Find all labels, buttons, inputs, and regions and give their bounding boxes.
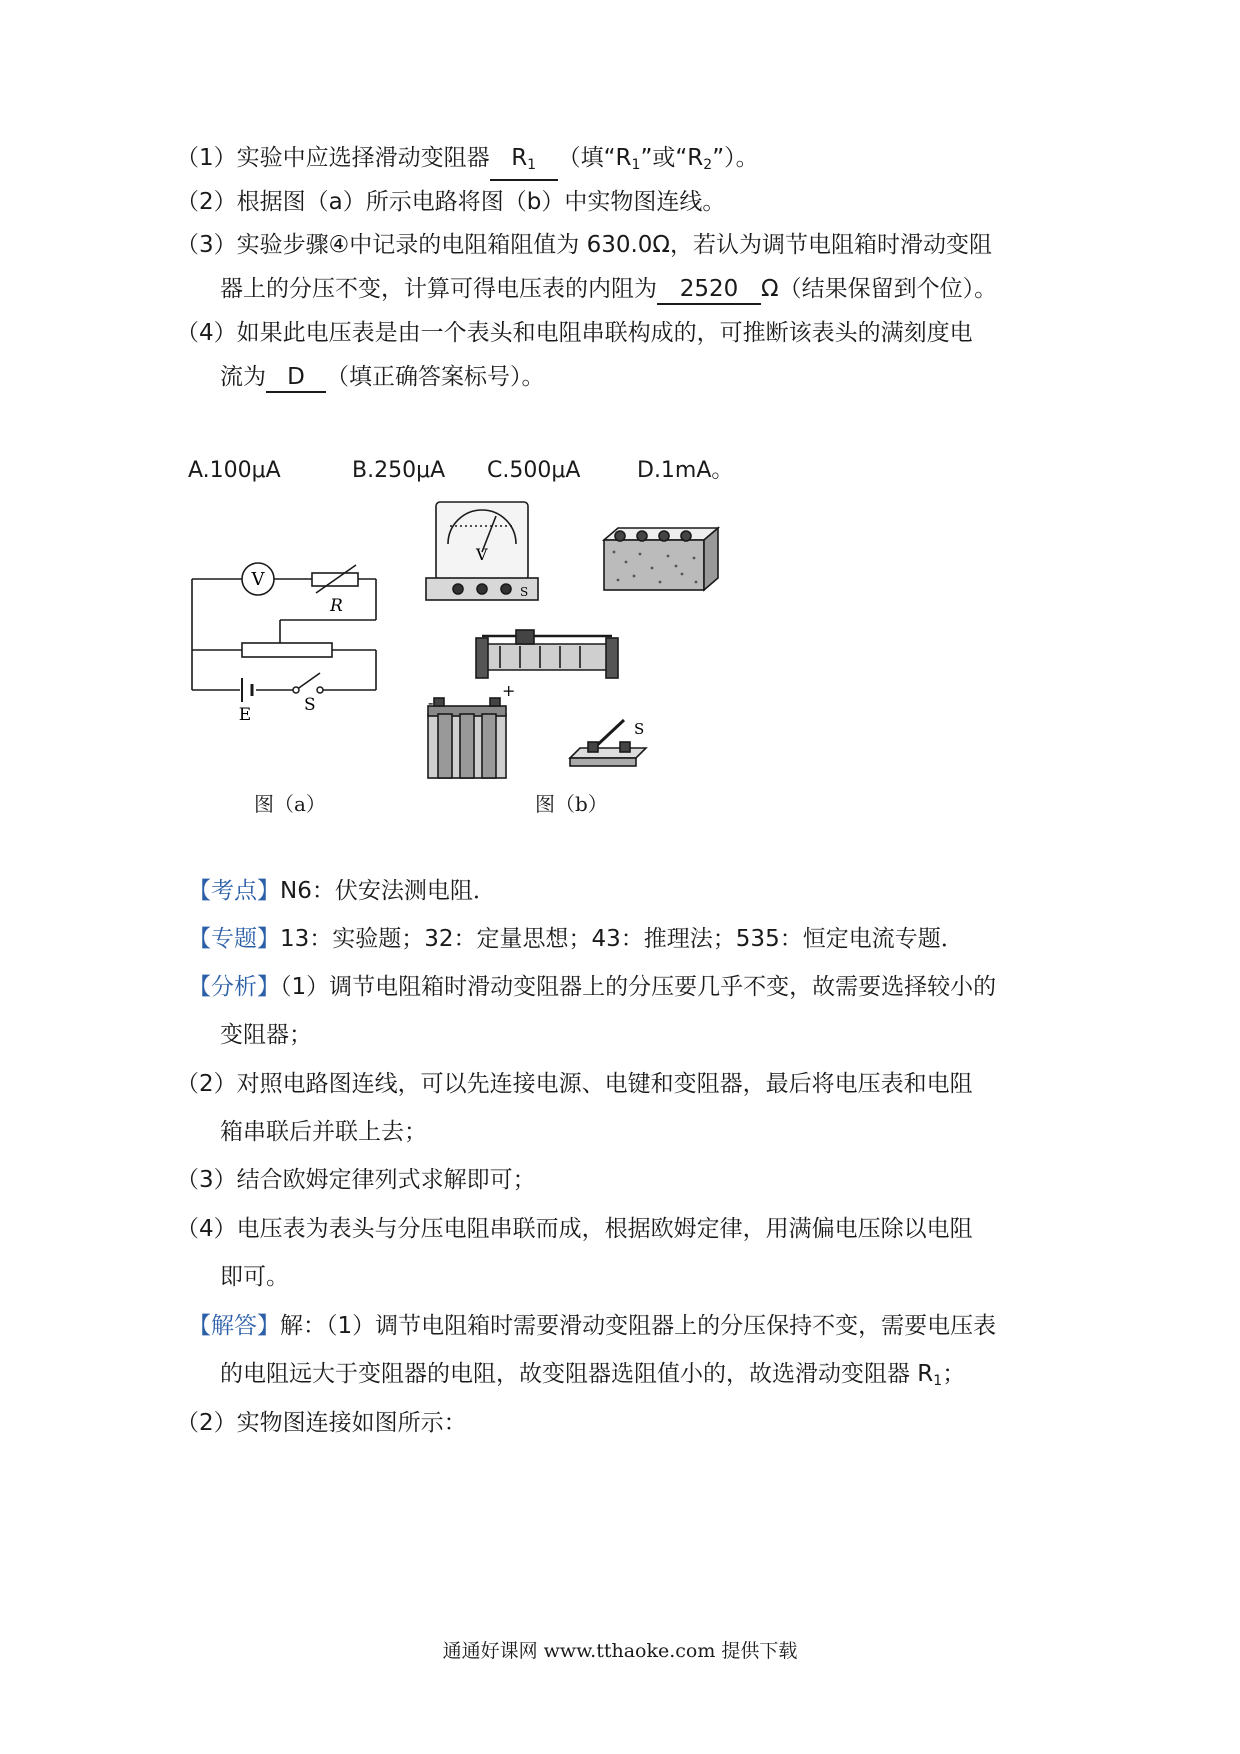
option-a: A.100μA (188, 458, 281, 483)
jieda-line-1: 【解答】解：（1）调节电阻箱时需要滑动变阻器上的分压保持不变，需要电压表 (188, 1313, 997, 1339)
q3-answer: 2520 (657, 275, 761, 305)
figure-a-circuit-diagram (180, 545, 390, 720)
voltmeter-device-label: V (476, 545, 488, 564)
question-4-line-1: （4）如果此电压表是由一个表头和电阻串联构成的，可推断该表头的满刻度电 (176, 320, 973, 346)
q1-answer: $R_1$ (490, 144, 558, 181)
battery-device-icon (428, 698, 506, 778)
fenxi-line-5: （3）结合欧姆定律列式求解即可； (176, 1167, 536, 1193)
figure-b-caption: 图（b） (535, 792, 608, 816)
fenxi-line-4: 箱串联后并联上去； (220, 1119, 427, 1145)
sliding-rheostat-icon (476, 630, 618, 678)
option-c: C.500μA (487, 458, 581, 483)
fenxi-tag: 【分析】 (188, 974, 280, 1000)
fenxi-line-2: 变阻器； (220, 1022, 312, 1048)
fenxi-line-7: 即可。 (220, 1264, 289, 1290)
voltmeter-label: V (251, 569, 265, 590)
switch-contact-icon (317, 687, 323, 693)
question-4-line-2: 流为 D （填正确答案标号）。 (220, 361, 545, 393)
battery-positive-label: + (502, 681, 516, 700)
knife-switch-label: S (634, 720, 645, 738)
q1-prefix: （1）实验中应选择滑动变阻器 (176, 145, 490, 171)
figure-a-caption: 图（a） (254, 792, 326, 816)
question-1 (176, 142, 759, 181)
zhuanti-tag: 【专题】 (188, 926, 280, 952)
fenxi-line-3: （2）对照电路图连线，可以先连接电源、电键和变阻器，最后将电压表和电阻 (176, 1071, 973, 1097)
jieda-tag: 【解答】 (188, 1313, 280, 1339)
resistance-box-icon (604, 528, 718, 590)
switch-label: S (304, 695, 316, 715)
page-footer: 通通好课网 www.tthaoke.com 提供下载 (442, 1640, 798, 1662)
switch-contact-icon (293, 687, 299, 693)
jieda-line-3: （2）实物图连接如图所示： (176, 1410, 467, 1436)
q1-suffix: （填“$R_1$”或“$R_2$”）。 (557, 145, 759, 173)
kaodian-line: 【考点】N6：伏安法测电阻． (188, 878, 496, 904)
kaodian-tag: 【考点】 (188, 878, 280, 904)
fenxi-line-1: 【分析】（1）调节电阻箱时滑动变阻器上的分压要几乎不变，故需要选择较小的 (188, 974, 997, 1000)
question-3-line-2: 器上的分压不变，计算可得电压表的内阻为 2520 Ω（结果保留到个位）。 (220, 273, 997, 305)
q4-answer: D (266, 363, 326, 393)
zhuanti-line: 【专题】13：实验题；32：定量思想；43：推理法；535：恒定电流专题． (188, 926, 964, 952)
option-b: B.250μA (352, 458, 446, 483)
resistor-label: R (330, 596, 343, 616)
jieda-line-2: 的电阻远大于变阻器的电阻，故变阻器选阻值小的，故选滑动变阻器 $R_1$； (220, 1361, 966, 1389)
figure-b-apparatus (420, 496, 720, 791)
question-3-line-1: （3）实验步骤④中记录的电阻箱阻值为 630.0Ω，若认为调节电阻箱时滑动变阻 (176, 232, 992, 258)
fenxi-line-6: （4）电压表为表头与分压电阻串联而成，根据欧姆定律，用满偏电压除以电阻 (176, 1216, 973, 1242)
meter-terminal-label: S (520, 585, 529, 599)
question-2: （2）根据图（a）所示电路将图（b）中实物图连线。 (176, 189, 726, 215)
option-d: D.1mA。 (637, 458, 734, 483)
battery-label: E (238, 705, 252, 720)
battery-negative-label: - (428, 693, 434, 712)
